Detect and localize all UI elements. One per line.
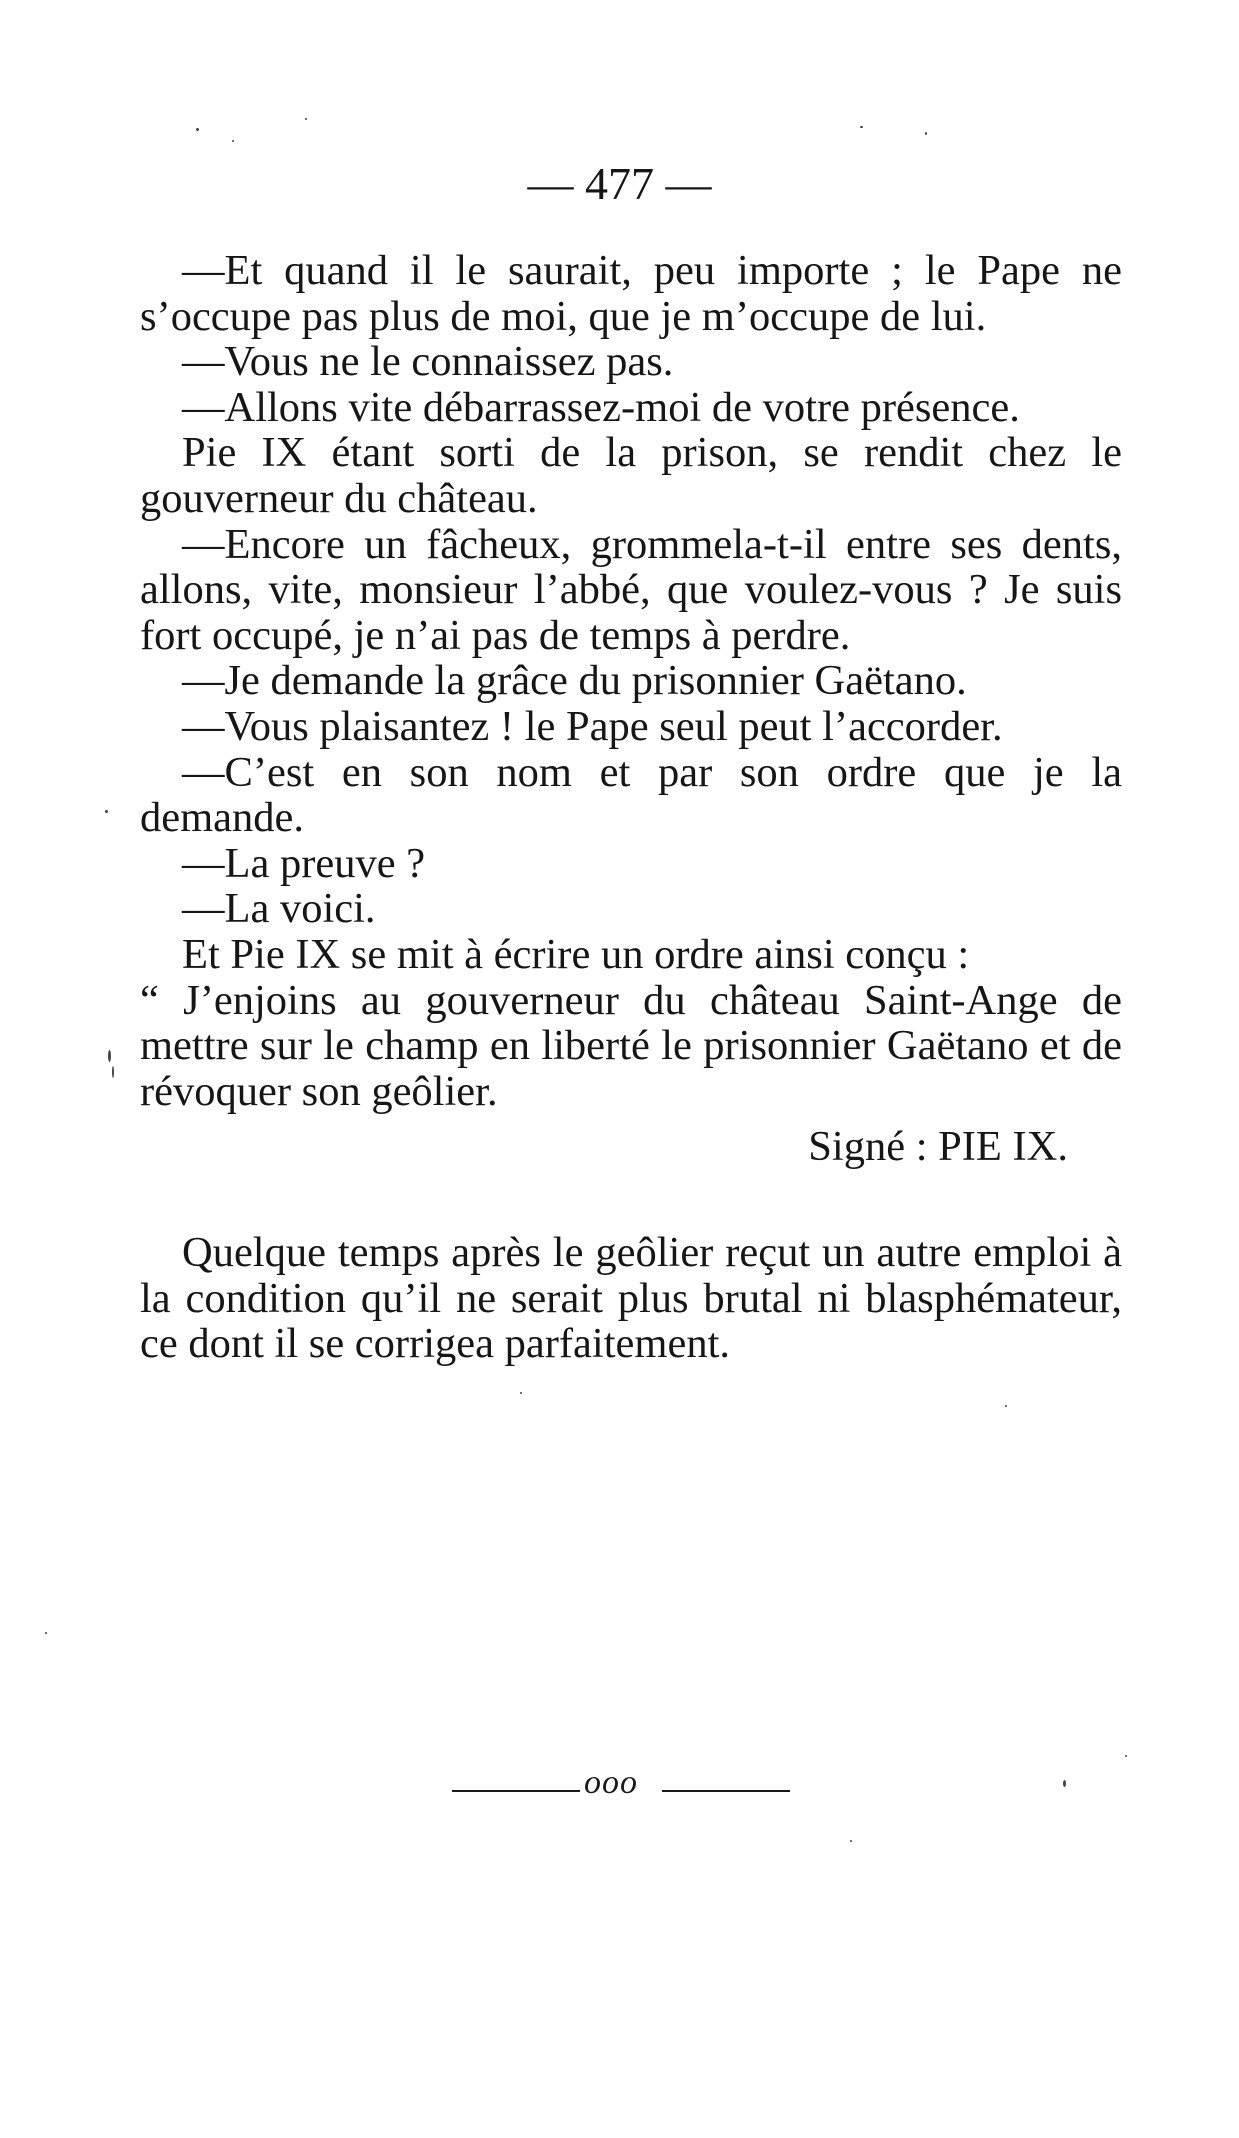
- ornament-rule-right: [662, 1790, 790, 1792]
- scan-speck: [196, 128, 199, 131]
- scan-speck: [1005, 1405, 1007, 1407]
- paragraph: —Vous plaisantez ! le Pape seul peut l’accorder.: [182, 702, 1003, 750]
- scan-speck: [105, 810, 108, 813]
- signature: Signé : PIE IX.: [808, 1123, 1068, 1171]
- paragraph: —Allons vite débarrassez-moi de votre présence.: [182, 383, 1020, 431]
- order-quote: “ J’enjoins au gouverneur du château Saint-Ange de mettre sur le champ en liberté le prisonnier Gaëtano et de révoquer son geôlier.: [140, 976, 1122, 1115]
- paragraph: —Vous ne le connaissez pas.: [182, 338, 674, 386]
- paragraph: —C’est en son nom et par son ordre que je la demande.: [140, 748, 1122, 842]
- section-ornament: [0, 1764, 1239, 1806]
- scan-speck: [45, 1632, 47, 1634]
- paragraph: —La voici.: [182, 885, 376, 933]
- closing-paragraph: Quelque temps après le geôlier reçut un autre emploi à la condition qu’il ne serait plus brutal ni blasphémateur, ce dont il se corrigea parfaitement.: [140, 1229, 1122, 1368]
- paragraph: —Encore un fâcheux, grommela-t-il entre ses dents, allons, vite, monsieur l’abbé, que voulez-vous ? Je suis fort occupé, je n’ai pas de temps à perdre.: [140, 520, 1122, 659]
- ornament-mark: ooo: [584, 1764, 638, 1801]
- scan-speck: [232, 140, 234, 142]
- scan-speck: [860, 126, 863, 128]
- scan-speck: [1063, 1780, 1066, 1787]
- paragraph: —La preuve ?: [182, 839, 426, 887]
- scan-speck: [112, 1066, 114, 1078]
- scan-speck: [520, 1392, 522, 1394]
- ornament-rule-left: [452, 1790, 580, 1792]
- paragraph: Et Pie IX se mit à écrire un ordre ainsi conçu :: [182, 930, 970, 978]
- body-text: [140, 248, 1122, 1367]
- scan-speck: [925, 132, 927, 135]
- scan-speck: [305, 118, 307, 120]
- scan-speck: [850, 1840, 852, 1842]
- paragraph: —Je demande la grâce du prisonnier Gaëtano.: [182, 657, 967, 705]
- paragraph: Pie IX étant sorti de la prison, se rendit chez le gouverneur du château.: [140, 429, 1122, 522]
- scan-speck: [108, 1050, 111, 1062]
- page-number: — 477 —: [527, 158, 712, 209]
- paragraph: —Et quand il le saurait, peu importe ; le Pape ne s’occupe pas plus de moi, que je m’occupe de lui.: [140, 247, 1122, 340]
- scan-speck: [1125, 1755, 1127, 1757]
